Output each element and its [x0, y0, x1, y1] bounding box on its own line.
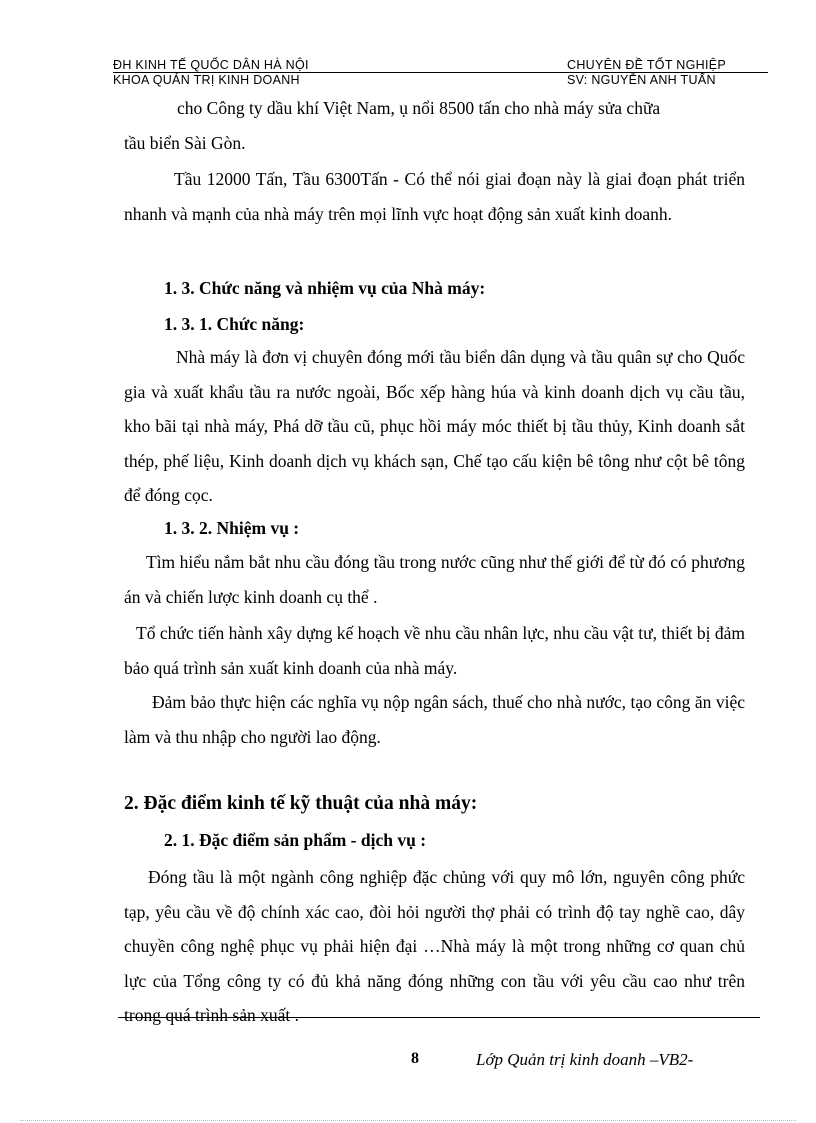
paragraph: Nhà máy là đơn vị chuyên đóng mới tầu biển dân dụng và tầu quân sự cho Quốc gia và xuất khẩu tầu ra nước ngoài, Bốc xếp hàng húa và kinh doanh dịch vụ cầu tầu, kho bãi tại nhà máy, Phá dỡ tầu cũ, phục hồi máy móc thiết bị tầu thủy, Kinh doanh sắt thép, phế liệu, Kinh doanh dịch vụ khách sạn, Chế tạo cấu kiện bê tông như cột bê tông để đóng cọc. [124, 347, 745, 505]
class-label: Lớp Quản trị kinh doanh –VB2- [476, 1050, 694, 1069]
paragraph-line: cho Công ty dầu khí Việt Nam, ụ nổi 8500 tấn cho nhà máy sửa chữa [177, 98, 661, 118]
thesis-label: CHUYÊN ĐỀ TỐT NGHIỆP [567, 58, 727, 72]
header-divider [113, 72, 768, 73]
paragraph: Tầu 12000 Tấn, Tầu 6300Tấn - Có thể nói giai đoạn này là giai đoạn phát triển nhanh và mạnh của nhà máy trên mọi lĩnh vực hoạt động sản xuất kinh doanh. [124, 169, 745, 224]
page-boundary [20, 1120, 796, 1121]
subsection-heading: 1. 3. 1. Chức năng: [164, 314, 305, 334]
paragraph: Tổ chức tiến hành xây dựng kế hoạch về nhu cầu nhân lực, nhu cầu vật tư, thiết bị đảm bảo quá trình sản xuất kinh doanh của nhà máy. [124, 623, 745, 678]
paragraph: Tìm hiểu nắm bắt nhu cầu đóng tầu trong nước cũng như thế giới để từ đó có phương án và chiến lược kinh doanh cụ thể . [124, 552, 745, 607]
faculty-name: KHOA QUẢN TRỊ KINH DOANH [113, 73, 300, 87]
page-number: 8 [411, 1050, 419, 1067]
paragraph-line: tầu biển Sài Gòn. [124, 133, 246, 153]
university-name: ĐH KINH TẾ QUỐC DÂN HÀ NỘI [113, 58, 309, 72]
section-heading: 1. 3. Chức năng và nhiệm vụ của Nhà máy: [164, 278, 486, 298]
subsection-heading: 2. 1. Đặc điểm sản phẩm - dịch vụ : [164, 830, 427, 850]
paragraph: Đóng tầu là một ngành công nghiệp đặc chủng với quy mô lớn, nguyên công phức tạp, yêu cầu về độ chính xác cao, đòi hỏi người thợ phải có trình độ tay nghề cao, dây chuyền công nghệ phục vụ phải hiện đại …Nhà máy là một trong những cơ quan chủ lực của Tổng công ty có đủ khả năng đóng những con tầu với yêu cầu cao như trên trong quá trình sản xuất . [124, 867, 745, 1025]
subsection-heading: 1. 3. 2. Nhiệm vụ : [164, 518, 300, 538]
footer-divider [118, 1017, 760, 1018]
chapter-heading: 2. Đặc điểm kinh tế kỹ thuật của nhà máy: [124, 793, 478, 814]
student-name: SV: NGUYỄN ANH TUẤN [567, 73, 716, 87]
paragraph: Đảm bảo thực hiện các nghĩa vụ nộp ngân sách, thuế cho nhà nước, tạo công ăn việc làm và thu nhập cho người lao động. [124, 692, 745, 747]
